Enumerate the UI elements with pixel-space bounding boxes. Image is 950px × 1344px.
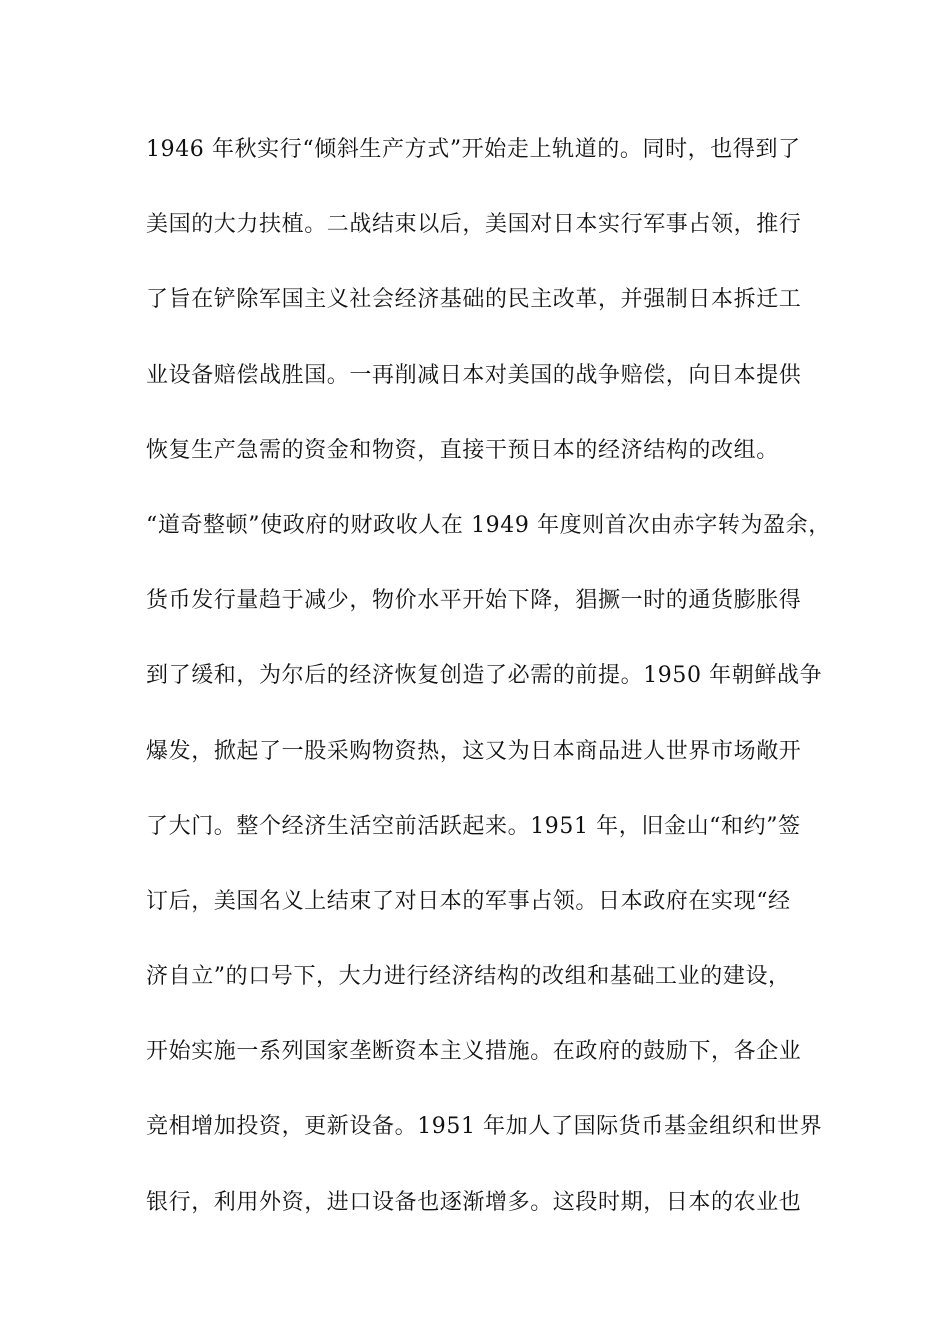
text-line-2: 美国的大力扶植。二战结束以后，美国对日本实行军事占领，推行 [146,212,802,238]
text-line-1: 1946 年秋实行“倾斜生产方式”开始走上轨道的。同时，也得到了 [146,137,801,162]
text-line-13: 开始实施一系列国家垄断资本主义措施。在政府的鼓励下，各企业 [146,1039,802,1065]
body-text [146,130,836,1258]
text-line-14: 竞相增加投资，更新设备。1951 年加人了国际货币基金组织和世界 [146,1114,823,1140]
text-line-3: 了旨在铲除军国主义社会经济基础的民主改革，并强制日本拆迁工 [146,287,802,313]
text-line-10: 了大门。整个经济生活空前活跃起来。1951 年，旧金山“和约”签 [146,813,801,839]
text-line-9: 爆发，掀起了一股采购物资热，这又为日本商品进人世界市场敞开 [146,738,802,764]
text-line-12: 济自立”的口号下，大力进行经济结构的改组和基础工业的建设， [146,964,791,990]
text-line-5: 恢复生产急需的资金和物资，直接干预日本的经济结构的改组。 [146,437,779,463]
text-line-8: 到了缓和，为尔后的经济恢复创造了必需的前提。1950 年朝鲜战争 [146,663,823,689]
text-line-15: 银行，利用外资，进口设备也逐渐增多。这段时期，日本的农业也 [146,1189,802,1215]
text-line-11: 订后，美国名义上结束了对日本的军事占领。日本政府在实现“经 [146,888,791,914]
text-line-4: 业设备赔偿战胜国。一再削减日本对美国的战争赔偿，向日本提供 [146,362,802,388]
text-line-6: “道奇整顿”使政府的财政收人在 1949 年度则首次由赤字转为盈余， [146,512,831,538]
text-line-7: 货币发行量趋于减少，物价水平开始下降，猖撅一时的通货膨胀得 [146,588,802,614]
